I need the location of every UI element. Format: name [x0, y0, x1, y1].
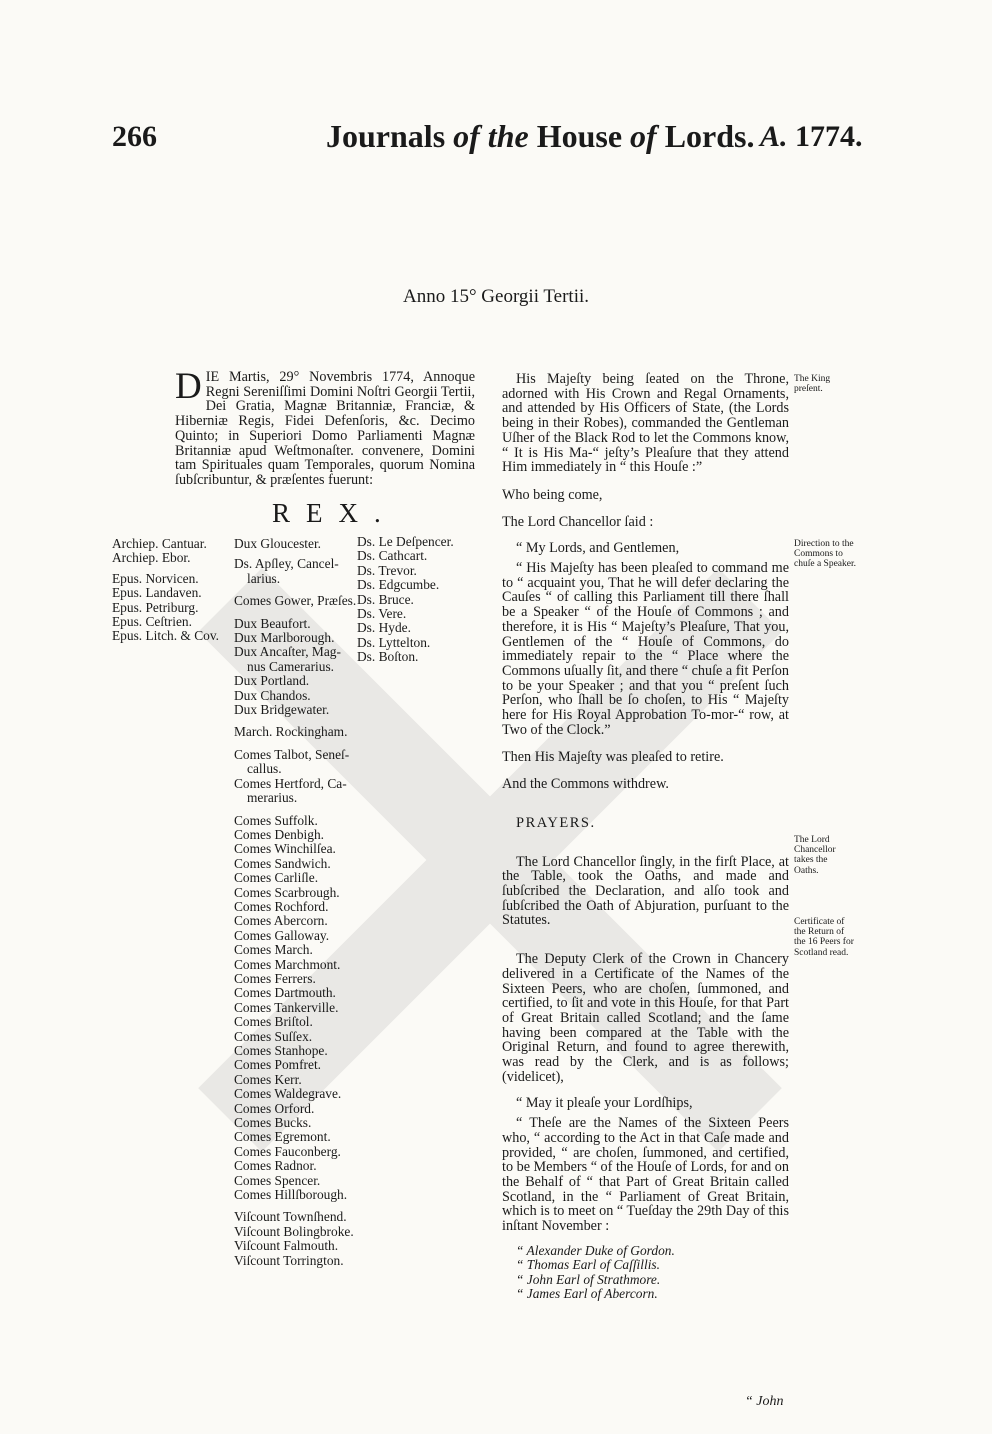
list-item: Comes March.	[234, 942, 313, 958]
title-part: House	[528, 118, 631, 154]
paragraph-oaths: The Lord Chancellor ſingly, in the firſt Place, at the Table, took the Oaths, and made and ſubſcribed the Declaration, and alſo took and ſubſcribed the Oath of Abjuration, purſuant to the Statutes.	[502, 853, 789, 929]
list-item: Viſcount Torrington.	[234, 1252, 344, 1268]
list-item: Comes Winchilſea.	[234, 841, 336, 857]
running-year	[760, 120, 863, 154]
list-item: Comes Gower, Præſes.	[234, 593, 357, 609]
list-item: Ds. Boſton.	[357, 649, 419, 665]
list-item: Archiep. Cantuar.	[112, 536, 207, 551]
list-item: Comes Stanhope.	[234, 1043, 328, 1058]
list-item: Epus. Petriburg.	[112, 599, 199, 615]
list-item: Comes Suſſex.	[234, 1028, 313, 1044]
list-item: Ds. Apſley, Cancel-	[234, 556, 339, 572]
lords-spiritual-list	[112, 537, 219, 644]
list-item: Comes Talbot, Seneſ-	[234, 746, 350, 762]
list-item: Comes Abercorn.	[234, 913, 328, 929]
list-item: Epus. Litch. & Cov.	[112, 628, 219, 644]
list-item: larius.	[247, 570, 281, 586]
list-item: Ds. Le Deſpencer.	[357, 534, 454, 549]
list-item: Dux Beaufort.	[234, 615, 311, 631]
list-item: Ds. Bruce.	[357, 591, 414, 607]
lords-temporal-list-b	[357, 535, 454, 665]
list-item: Comes Galloway.	[234, 927, 330, 943]
proceedings-column	[502, 372, 789, 1301]
list-item: March. Rockingham.	[234, 724, 348, 740]
title-part: of	[630, 118, 657, 154]
list-item: Dux Marlborough.	[234, 630, 335, 646]
peers-list	[502, 1244, 789, 1302]
page-number: 266	[112, 120, 157, 153]
list-item: Comes Kerr.	[234, 1071, 302, 1087]
title-part: Journals	[326, 118, 446, 154]
list-item: “ John Earl of Strathmore.	[516, 1271, 661, 1287]
paragraph-speech: “ His Majeſty has been pleaſed to command me to “ acquaint you, That he will defer declaring the Cauſes “ of calling this Parliament till there ſhall be a Speaker “ of the Houſe of Commons ; and therefore, it is His “ Majeſty’s Pleaſure, That you, Gentlemen of the “ Houſe of Commons, do immediately repair to the “ Place where the Commons uſually ſit, and there “ chuſe a fit Perſon to be your Speaker ; and that you “ preſent ſuch Perſon, who ſhall be ſo choſen, to His “ Majeſty here for His Royal Approbation To-mor-“ row, at Two of the Clock.”	[502, 560, 789, 738]
list-item: Dux Portland.	[234, 673, 310, 689]
list-item: nus Camerarius.	[247, 658, 335, 674]
paragraph: “ May it pleaſe your Lordſhips,	[516, 1095, 693, 1112]
list-item: Comes Scarbrough.	[234, 884, 340, 900]
list-item: Epus. Landaven.	[112, 585, 202, 601]
title-part: Lords.	[656, 118, 755, 154]
list-item: Comes Briſtol.	[234, 1014, 313, 1030]
margin-note: Direction to the Commons to chuſe a Speaker.	[794, 539, 856, 570]
list-item: Comes Sandwich.	[234, 855, 331, 871]
title-part: the	[487, 118, 529, 154]
list-item: Comes Fauconberg.	[234, 1143, 341, 1159]
list-item: Dux Bridgewater.	[234, 702, 330, 718]
list-item: “ Alexander Duke of Gordon.	[516, 1242, 675, 1258]
list-item: Comes Dartmouth.	[234, 985, 336, 1001]
title-part: of	[445, 118, 488, 154]
paragraph-throne: His Majeſty being ſeated on the Throne, adorned with His Crown and Regal Ornaments, and attended by His Officers of State, (the Lords being in their Robes), commanded the Gentleman Uſher of the Black Rod to let the Commons know, “ It is His Ma-“ jeſty’s Pleaſure that they attend Him immediately in “ this Houſe :”	[502, 371, 789, 476]
paragraph-names: “ Theſe are the Names of the Sixteen Peers who, “ according to the Act in that Caſe made and provided, “ are choſen, ſummoned, and certified, to be Members “ of the Houſe of Lords, for and on the Behalf of “ that Part of Great Britain called Scotland, in the “ Parliament of Great Britain, which is to meet on “ Tueſday the 29th Day of this inſtant November :	[502, 1115, 789, 1235]
list-item: Ds. Cathcart.	[357, 548, 428, 564]
list-item: Comes Ferrers.	[234, 970, 316, 986]
year-prefix: A.	[760, 120, 788, 153]
prayers-heading: PRAYERS.	[516, 814, 596, 831]
list-item: Viſcount Falmouth.	[234, 1238, 339, 1254]
list-item: Dux Chandos.	[234, 687, 311, 703]
paragraph: Then His Majeſty was pleaſed to retire.	[502, 749, 724, 766]
list-item: merarius.	[247, 790, 298, 806]
year-value: 1774.	[787, 120, 863, 153]
list-item: Comes Rochford.	[234, 898, 329, 914]
list-item: Viſcount Townſhend.	[234, 1209, 347, 1225]
list-item: Ds. Hyde.	[357, 620, 411, 636]
list-item: Ds. Edgcumbe.	[357, 577, 440, 593]
list-item: Comes Bucks.	[234, 1115, 312, 1131]
list-item: Epus. Norvicen.	[112, 570, 199, 586]
list-item: Comes Pomfret.	[234, 1057, 322, 1073]
running-title	[326, 118, 754, 155]
list-item: Comes Egremont.	[234, 1129, 331, 1145]
list-item: Ds. Trevor.	[357, 562, 417, 578]
list-item: Viſcount Bolingbroke.	[234, 1223, 354, 1239]
list-item: Comes Denbigh.	[234, 826, 325, 842]
list-item: Comes Carliſle.	[234, 870, 319, 886]
list-item: Comes Orford.	[234, 1100, 315, 1116]
paragraph: “ My Lords, and Gentlemen,	[516, 540, 680, 557]
list-item: Dux Ancaſter, Mag-	[234, 644, 341, 660]
margin-note: The Lord Chancellor takes the Oaths.	[794, 835, 836, 876]
list-item: Comes Hertford, Ca-	[234, 775, 347, 791]
margin-note: The King preſent.	[794, 374, 831, 395]
paragraph: The Lord Chancellor ſaid :	[502, 513, 654, 530]
list-item: Epus. Ceſtrien.	[112, 614, 192, 630]
list-item: Archiep. Ebor.	[112, 550, 191, 566]
anno-heading: Anno 15° Georgii Tertii.	[402, 286, 590, 307]
margin-note: Certificate of the Return of the 16 Peers for Scotland read.	[794, 917, 854, 958]
list-item: Comes Spencer.	[234, 1172, 321, 1188]
list-item: “ James Earl of Abercorn.	[516, 1285, 658, 1301]
list-item: Comes Waldegrave.	[234, 1086, 342, 1102]
drop-cap: D	[175, 366, 202, 407]
list-item: Comes Hillſborough.	[234, 1187, 348, 1203]
list-item: Comes Radnor.	[234, 1158, 317, 1174]
paragraph-certificate: The Deputy Clerk of the Crown in Chancery delivered in a Certificate of the Names of the Sixteen Peers, who are choſen, ſummoned, and certified, to ſit and vote in this Houſe, for that Part of Great Britain called Scotland; and the ſame having been compared at the Table with the Original Return, and found to agree therewith, was read by the Clerk, and is as follows; (videlicet),	[502, 951, 789, 1085]
list-item: Ds. Vere.	[357, 606, 407, 622]
intro-text: IE Martis, 29° Novembris 1774, Annoque Regni Sereniſſimi Domini Noſtri Georgii Tertii, Dei Gratia, Magnæ Britanniæ, Franciæ, & Hiberniæ Regis, Fidei Defenſoris, &c. Decimo Quinto; in Superiori Domo Parliamenti Magnæ Britanniæ apud Weſtmonaſter. convenere, Domini tam Spirituales quam Temporales, quorum Nomina ſubſcribuntur, & præſentes fuerunt:	[175, 369, 475, 488]
list-item: callus.	[247, 761, 282, 777]
lords-temporal-list-a	[234, 537, 356, 1268]
paragraph: Who being come,	[502, 486, 603, 503]
list-item: “ Thomas Earl of Caſſillis.	[516, 1257, 660, 1273]
intro-paragraph	[175, 366, 475, 488]
catchword: “ John	[745, 1394, 784, 1409]
list-item: Comes Marchmont.	[234, 956, 341, 972]
list-item: Comes Tankerville.	[234, 999, 339, 1015]
list-item: Dux Gloucester.	[234, 536, 322, 551]
paragraph: And the Commons withdrew.	[502, 776, 669, 793]
list-item: Ds. Lyttelton.	[357, 634, 431, 650]
rex-heading: REX.	[272, 498, 397, 528]
list-item: Comes Suffolk.	[234, 812, 318, 828]
